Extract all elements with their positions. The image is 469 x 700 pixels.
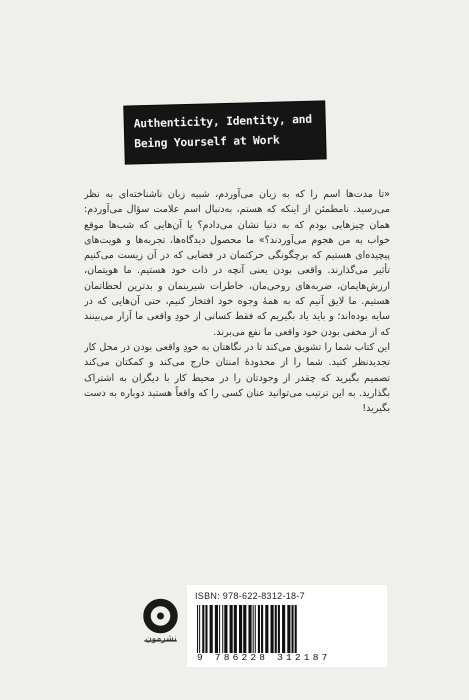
barcode-bar [219,605,220,653]
barcode-bar [295,605,297,653]
barcode-bar [202,605,204,653]
barcode-bar [199,605,200,653]
publisher-name: نشرمون [145,634,177,644]
isbn-digits: 9 786228 312187 [197,652,331,663]
isbn-label: ISBN: 978-622-8312-18-7 [195,591,305,601]
barcode-bar [265,605,268,653]
barcode-bar [258,605,260,653]
barcode-bar [292,605,294,653]
barcode-bar [255,605,256,653]
blurb-paragraph-2: این کتاب شما را تشویق می‌کند تا در نگاهتان به خودِ واقعی بودن در محل کار تجدیدنظر کنید. شما را از محدودهٔ امنتان خارج می‌کند و کمکتان می‌کند تصمیم بگیرید که چقدر از وجودتان را در محیط کار با دیگران به اشتراک بگذارید. به این ترتیب می‌توانید عنان کسی را که واقعاً هستید دوباره به دست بگیرید! [84,341,390,415]
blurb-text [84,187,390,467]
barcode-bar [224,605,227,653]
barcode-bar [230,605,233,653]
barcode-bar [234,605,237,653]
title-box [124,101,325,163]
barcode-bar [197,605,198,653]
barcode-bar [278,605,280,653]
barcode-bar [282,605,285,653]
title-line-2: Being Yourself at Work [134,133,280,151]
barcode-bar [222,605,223,653]
ring-logo-icon [142,598,179,666]
barcode-bars [195,605,381,653]
barcode-bar [248,605,251,653]
barcode-bar [239,605,242,653]
barcode-bar [215,605,218,653]
blurb-paragraph-1: «تا مدت‌ها اسم را که به زبان می‌آوردم، شبیه زبان ناشناخته‌ای به نظر می‌رسید. نامطمئن از اینکه که هستم، به‌دنبال اسم علامت سؤال می‌آوردم: همان چیزهایی بودم که به دنیا نشان می‌دادم؟ یا آن‌هایی که شب‌ها موقع خواب به من هجوم می‌آوردند؟» ما محصول دیدگاه‌ها، تجربه‌ها و هویت‌های پیچیده‌ای هستیم که برچگونگی حرکتمان در فضایی که در آن زیست می‌کنیم تأثیر می‌گذارند. واقعی بودن یعنی آنچه در ذات خود هستیم. ما هویتمان، ارزش‌هایمان، ضربه‌های روحی‌مان، خاطرات شیرینمان و بدترین لحظاتمان هستیم. ما لایق آنیم که به همهٔ وجوه خود افتخار کنیم، حتی آن‌هایی که در سایه بوده‌اند؛ و باید یاد بگیریم که فقط کسانی از خودِ واقعی ما آزار می‌بینند که از مخفی بودن خود واقعی ما نفع می‌برند. [84,189,390,338]
isbn-barcode [187,585,387,667]
title-line-1: Authenticity, Identity, and [133,112,313,131]
barcode-bar [261,605,263,653]
barcode-bar [275,605,277,653]
barcode-bar [210,605,213,653]
barcode-bar [271,605,274,653]
barcode-bar [287,605,290,653]
barcode-bar [205,605,207,653]
barcode-bar [243,605,246,653]
barcode-bar [253,605,254,653]
